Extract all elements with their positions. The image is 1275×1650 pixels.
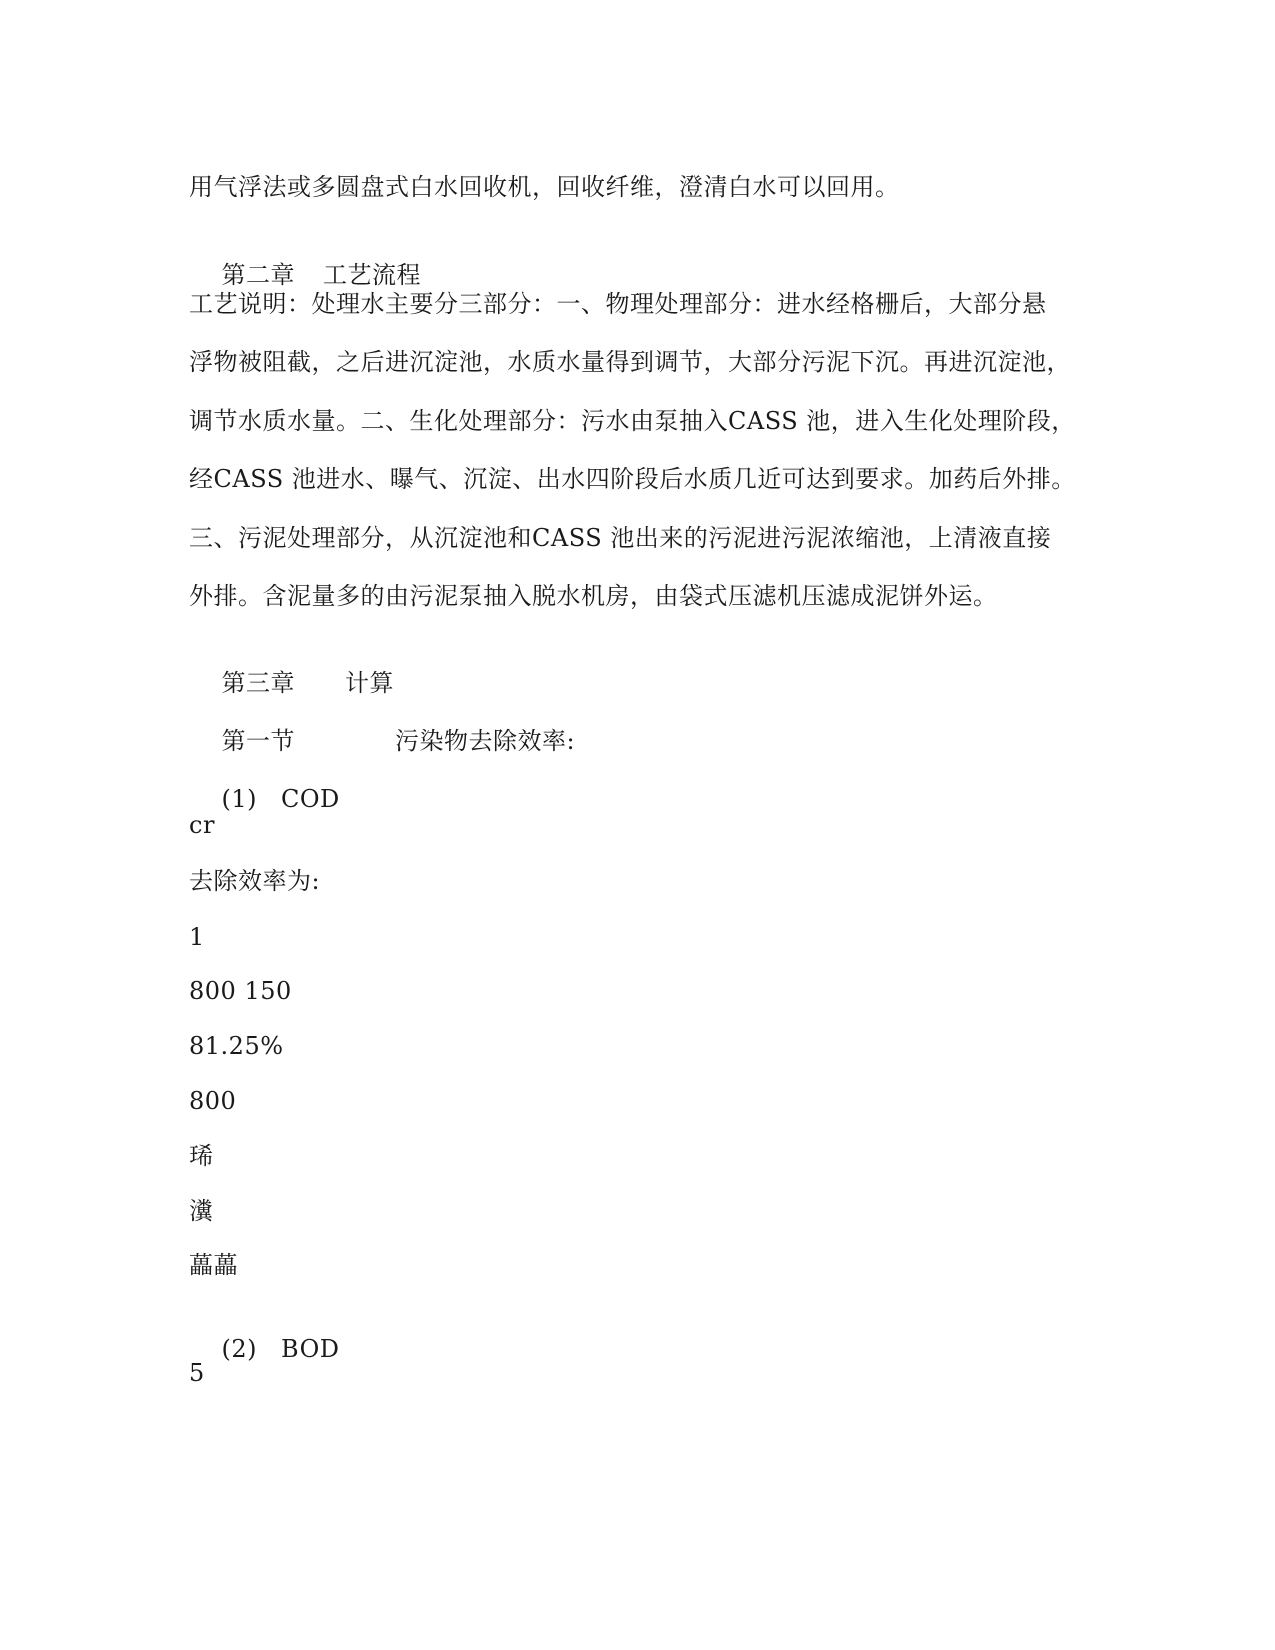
formula-fragment: 81.25% [189, 1032, 284, 1060]
paragraph-line: 经CASS 池进水、曝气、沉淀、出水四阶段后水质几近可达到要求。加药后外排。 [189, 465, 1076, 493]
formula-fragment: 瀵 [189, 1197, 214, 1225]
subscript-text: cr [189, 811, 215, 839]
formula-fragment: 800 [189, 1087, 237, 1115]
paragraph-line: 调节水质水量。二、生化处理部分：污水由泵抽入CASS 池，进入生化处理阶段， [189, 407, 1076, 435]
formula-fragment: 藟藟 [189, 1251, 238, 1279]
item-text: COD [281, 785, 340, 813]
chapter-title: 计算 [345, 669, 395, 697]
paragraph-line: 用气浮法或多圆盘式白水回收机，回收纤维，澄清白水可以回用。 [189, 173, 900, 201]
item-number: (1) [221, 785, 258, 813]
list-item [189, 1304, 340, 1394]
chapter-label: 第二章 [221, 261, 296, 289]
item-text: BOD [281, 1335, 340, 1363]
chapter-title: 工艺流程 [323, 261, 422, 289]
formula-fragment: 1 [189, 923, 205, 951]
section-title: 污染物去除效率: [395, 727, 576, 755]
paragraph-line: 浮物被阻截，之后进沉淀池，水质水量得到调节，大部分污泥下沉。再进沉淀池， [189, 348, 1071, 376]
subscript-text: 5 [189, 1359, 205, 1387]
paragraph-line: 外排。含泥量多的由污泥泵抽入脱水机房，由袋式压滤机压滤成泥饼外运。 [189, 582, 998, 610]
paragraph-line: 去除效率为: [189, 867, 321, 895]
section-label: 第一节 [221, 727, 296, 755]
item-number: (2) [221, 1335, 258, 1363]
chapter-label: 第三章 [221, 669, 296, 697]
formula-fragment: 800 150 [189, 977, 292, 1005]
paragraph-line: 三、污泥处理部分，从沉淀池和CASS 池出来的污泥进污泥浓缩池，上清液直接 [189, 524, 1052, 552]
paragraph-line: 工艺说明：处理水主要分三部分：一、物理处理部分：进水经格栅后，大部分悬 [189, 290, 1047, 318]
formula-fragment: 琋 [189, 1142, 214, 1170]
